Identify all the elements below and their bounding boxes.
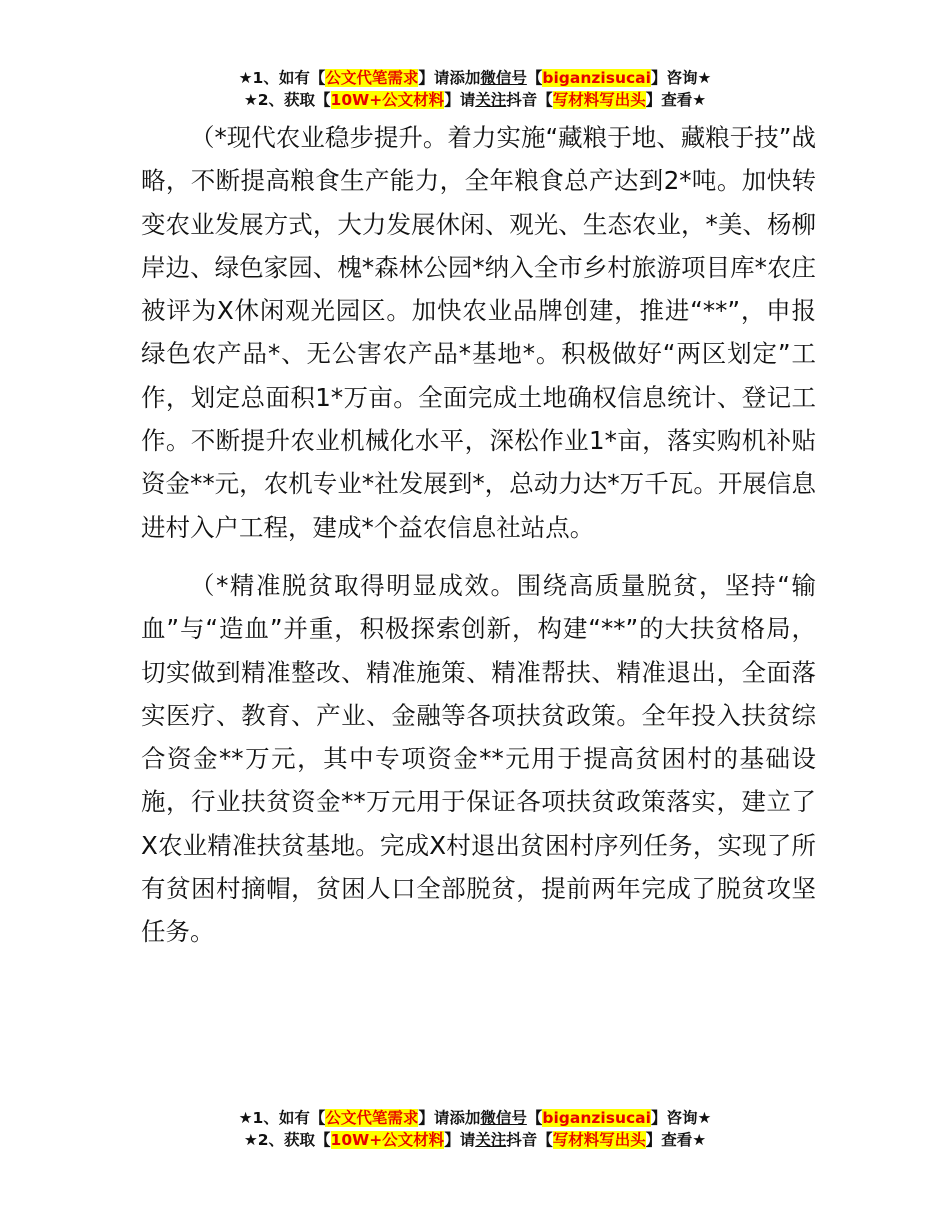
header-line-1-middle: 】请添加: [418, 69, 481, 87]
header-line-2-suffix: 】查看★: [645, 91, 707, 109]
header-highlight-wechat-id: biganzisucai: [542, 69, 651, 87]
header-line-1-middle2: 【: [526, 69, 543, 87]
header-banner: [0, 67, 950, 111]
paragraph-poverty-alleviation: （*精准脱贫取得明显成效。围绕高质量脱贫，坚持“输血”与“造血”并重，积极探索创新，构建“**”的大扶贫格局，切实做到精准整改、精准施策、精准帮扶、精准退出，全面落实医疗、教育、产业、金融等各项扶贫政策。全年投入扶贫综合资金**万元，其中专项资金**元用于提高贫困村的基础设施，行业扶贫资金**万元用于保证各项扶贫政策落实，建立了X农业精准扶贫基地。完成X村退出贫困村序列任务，实现了所有贫困村摘帽，贫困人口全部脱贫，提前两年完成了脱贫攻坚任务。: [141, 570, 816, 947]
header-underlined-follow: 关注: [475, 91, 507, 109]
footer-line-2: [0, 1129, 950, 1151]
footer-line-2-prefix: ★2、获取【: [243, 1131, 331, 1149]
footer-line-2-middle2: 抖音【: [506, 1131, 553, 1149]
footer-line-1-middle2: 【: [526, 1109, 543, 1127]
header-line-2-middle: 】请: [444, 91, 476, 109]
footer-underlined-follow: 关注: [475, 1131, 507, 1149]
footer-highlight-materials: 10W+公文材料: [330, 1131, 445, 1149]
footer-underlined-wechat: 微信号: [480, 1109, 527, 1127]
header-highlight-douyin-account: 写材料写出头: [552, 91, 646, 109]
footer-highlight-wechat-id: biganzisucai: [542, 1109, 651, 1127]
footer-highlight-douyin-account: 写材料写出头: [552, 1131, 646, 1149]
header-highlight-materials: 10W+公文材料: [330, 91, 445, 109]
footer-line-2-suffix: 】查看★: [645, 1131, 707, 1149]
header-line-1: [0, 67, 950, 89]
footer-line-1-suffix: 】咨询★: [650, 1109, 712, 1127]
footer-banner: [0, 1107, 950, 1151]
footer-line-2-middle: 】请: [444, 1131, 476, 1149]
document-body: [141, 116, 816, 969]
footer-highlight-ghostwriting: 公文代笔需求: [325, 1109, 419, 1127]
header-line-1-suffix: 】咨询★: [650, 69, 712, 87]
footer-line-1: [0, 1107, 950, 1129]
header-underlined-wechat: 微信号: [480, 69, 527, 87]
header-line-1-prefix: ★1、如有【: [238, 69, 326, 87]
paragraph-modern-agriculture: （*现代农业稳步提升。着力实施“藏粮于地、藏粮于技”战略，不断提高粮食生产能力，全年粮食总产达到2*吨。加快转变农业发展方式，大力发展休闲、观光、生态农业，*美、杨柳岸边、绿色家园、槐*森林公园*纳入全市乡村旅游项目库*农庄被评为X休闲观光园区。加快农业品牌创建，推进“**”，申报绿色农产品*、无公害农产品*基地*。积极做好“两区划定”工作，划定总面积1*万亩。全面完成土地确权信息统计、登记工作。不断提升农业机械化水平，深松作业1*亩，落实购机补贴资金**元，农机专业*社发展到*，总动力达*万千瓦。开展信息进村入户工程，建成*个益农信息社站点。: [141, 123, 816, 542]
header-highlight-ghostwriting: 公文代笔需求: [325, 69, 419, 87]
footer-line-1-middle: 】请添加: [418, 1109, 481, 1127]
header-line-2: [0, 89, 950, 111]
header-line-2-middle2: 抖音【: [506, 91, 553, 109]
header-line-2-prefix: ★2、获取【: [243, 91, 331, 109]
footer-line-1-prefix: ★1、如有【: [238, 1109, 326, 1127]
